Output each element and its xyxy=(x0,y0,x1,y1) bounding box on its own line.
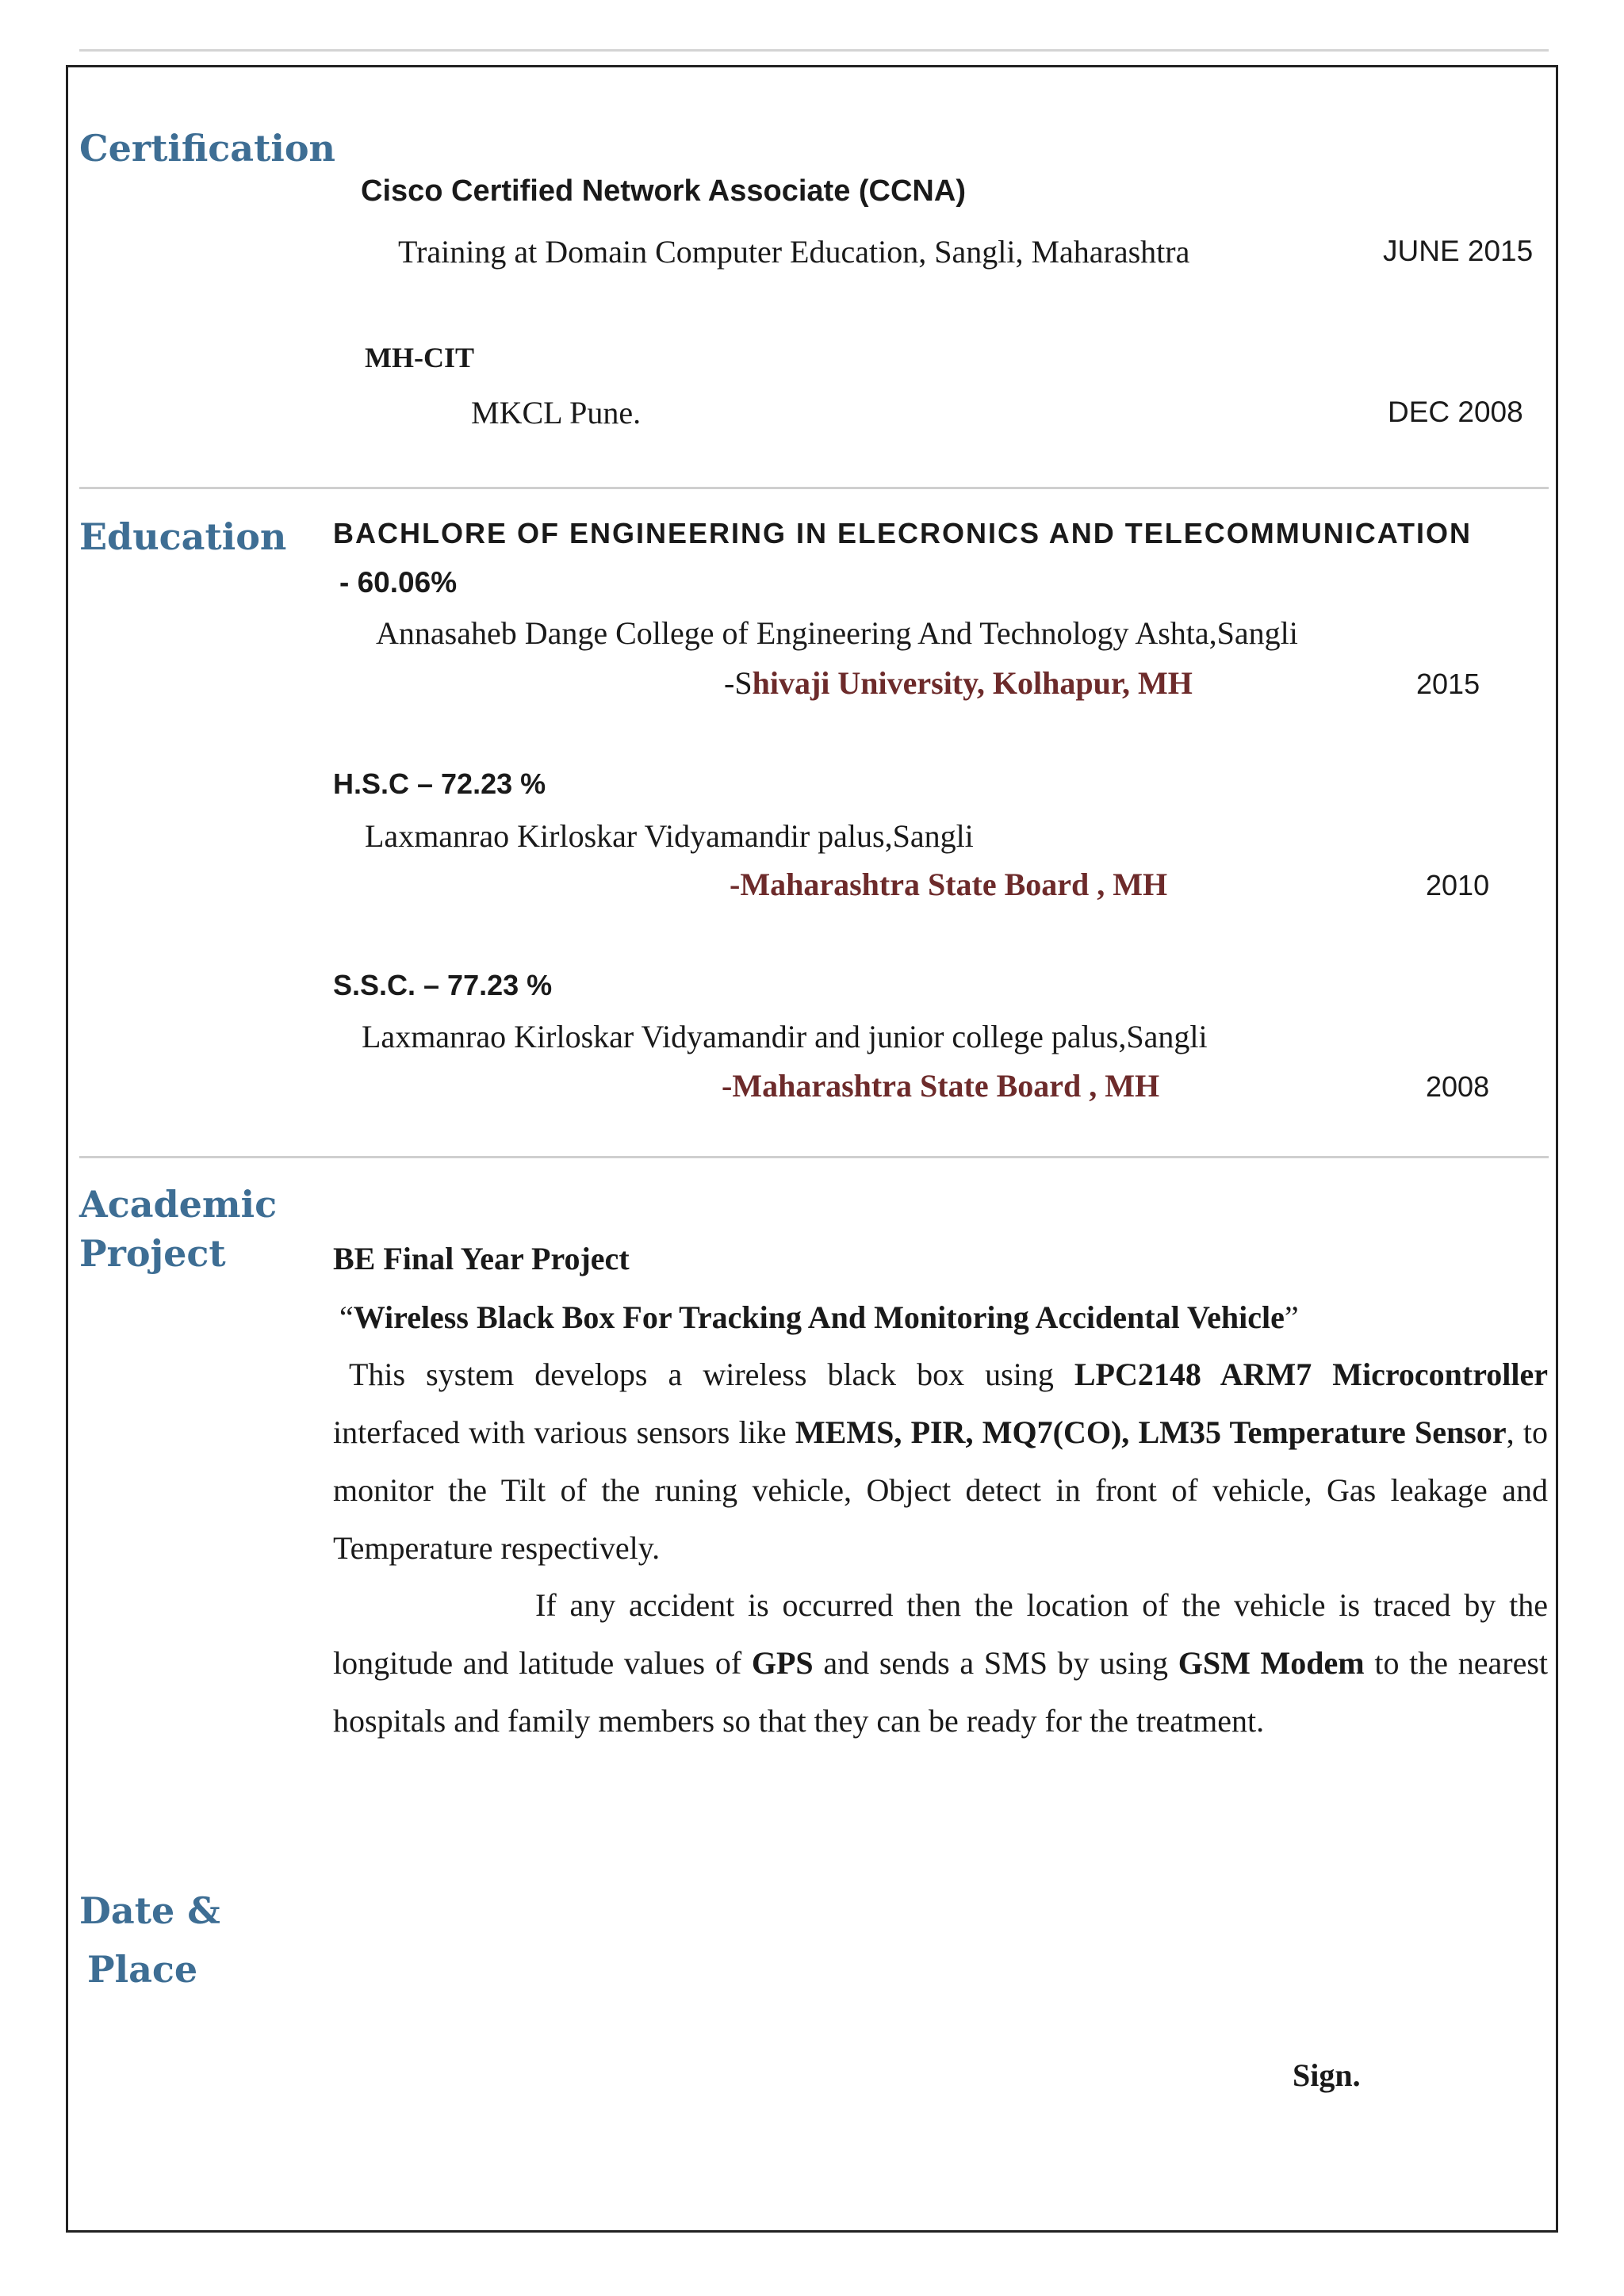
ssc-college: Laxmanrao Kirloskar Vidyamandir and junior college palus,Sangli xyxy=(362,1019,1208,1054)
signature-label: Sign. xyxy=(1293,2057,1361,2093)
hsc-year: 2010 xyxy=(1426,869,1490,901)
section-divider xyxy=(79,487,1549,489)
hsc-college: Laxmanrao Kirloskar Vidyamandir palus,Sangli xyxy=(365,818,974,854)
project-description-2: If any accident is occurred then the location of the vehicle is traced by the longitude and latitude values of GPS and sends a SMS by using GSM Modem to the nearest hospitals and family members so that they can be ready for the treatment. xyxy=(333,1587,1549,1739)
be-board: -Shivaji University, Kolhapur, MH xyxy=(724,665,1193,701)
ssc-title: S.S.C. – 77.23 % xyxy=(333,969,553,1001)
be-percentage: - 60.06% xyxy=(339,566,458,599)
be-year: 2015 xyxy=(1416,668,1480,700)
cert-mhcit-title: MH-CIT xyxy=(365,342,474,373)
hsc-title: H.S.C – 72.23 % xyxy=(333,767,546,800)
cert-ccna-date: JUNE 2015 xyxy=(1383,235,1534,267)
hsc-board: -Maharashtra State Board , MH xyxy=(730,867,1168,902)
cert-mhcit-date: DEC 2008 xyxy=(1388,396,1523,428)
certification-heading: Certification xyxy=(79,127,335,170)
project-heading-line1: Academic xyxy=(79,1183,278,1226)
be-title: BACHLORE OF ENGINEERING IN ELECRONICS AND TELECOMMUNICATION xyxy=(333,517,1473,549)
project-description-1: This system develops a wireless black box using LPC2148 ARM7 Microcontroller interfaced with various sensors like MEMS, PIR, MQ7(CO), LM35 Temperature Sensor, to monitor the Tilt of the runing vehicle, Object detect in front of vehicle, Gas leakage and Temperature respectively. xyxy=(333,1357,1548,1566)
date-heading: Date & xyxy=(79,1889,220,1932)
top-rule xyxy=(79,49,1549,52)
page-frame xyxy=(66,65,1558,2233)
place-heading: Place xyxy=(87,1948,198,1991)
cert-mhcit-detail: MKCL Pune. xyxy=(471,395,642,430)
cert-ccna-detail: Training at Domain Computer Education, Sangli, Maharashtra xyxy=(398,234,1190,270)
cert-ccna-title: Cisco Certified Network Associate (CCNA) xyxy=(361,174,966,208)
project-label: BE Final Year Project xyxy=(333,1241,630,1276)
education-heading: Education xyxy=(79,515,287,558)
ssc-year: 2008 xyxy=(1426,1070,1490,1103)
be-college: Annasaheb Dange College of Engineering And Technology Ashta,Sangli xyxy=(376,615,1298,651)
section-divider xyxy=(79,1156,1549,1158)
ssc-board: -Maharashtra State Board , MH xyxy=(722,1068,1160,1104)
project-title: “Wireless Black Box For Tracking And Monitoring Accidental Vehicle” xyxy=(339,1299,1299,1335)
project-heading-line2: Project xyxy=(79,1232,226,1275)
